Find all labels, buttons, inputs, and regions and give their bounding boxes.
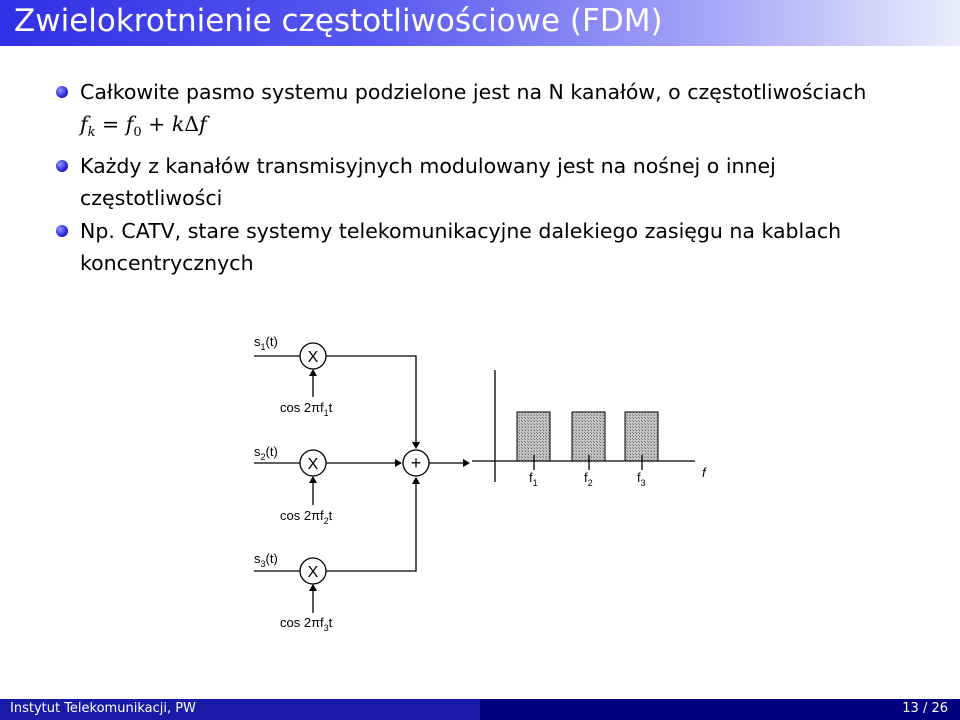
path-mult3-to-adder [326,481,416,571]
arrowhead-mult2-to-adder [395,459,402,467]
footer-right-panel [480,699,960,720]
formula-k-subscript: k [87,125,96,141]
path-mult1-to-adder [326,356,416,445]
channel-band-2 [572,412,605,461]
footer-institution: Instytut Telekomunikacji, PW [10,701,196,716]
bullet-3-text-line2: koncentrycznych [80,251,254,276]
freq-tick-label-2: $f_2$ [584,470,593,488]
multiplier-1-symbol: X [307,349,319,366]
adder-symbol: + [410,453,422,473]
freq-tick-label-1: $f_1$ [529,470,538,488]
freq-axis-label: f [702,465,706,480]
bullet-1-text: Całkowite pasmo systemu podzielone jest na N kanałów, o częstotliwościach [80,80,867,104]
carrier-arrowhead-2 [309,476,317,483]
channel-band-1 [517,412,550,461]
formula-f: f [80,112,88,136]
slide-title: Zwielokrotnienie częstotliwościowe (FDM) [14,3,663,39]
footer [0,699,960,720]
arrowhead-mult3-to-adder [412,477,420,484]
multiplier-3-symbol: X [307,564,319,581]
bullet-2-text-line2: częstotliwości [80,186,223,211]
carrier-arrowhead-3 [309,584,317,591]
formula-f0: f [125,112,134,136]
bullet-item-1 [56,76,936,149]
channel-band-3 [625,412,658,461]
bullet-3-text-line1: Np. CATV, stare systemy telekomunikacyjne dalekiego zasięgu na kablach [80,219,842,244]
fdm-diagram [240,325,720,635]
formula-delta: Δ [184,112,200,136]
signal-label-2: $s_2(t)$ [254,444,278,462]
bullet-icon [56,86,68,98]
carrier-label-3: $\cos 2\pi f_3t$ [280,615,333,633]
freq-tick-label-3: $f_3$ [637,470,646,488]
bullet-icon [56,225,68,237]
signal-label-1: $s_1(t)$ [254,334,278,352]
bullet-list [56,76,936,280]
carrier-label-2: $\cos 2\pi f_2t$ [280,508,333,526]
footer-page-number: 13 / 26 [902,701,948,716]
bullet-icon [56,160,68,172]
bullet-item-2 [56,150,936,214]
formula-zero-subscript: 0 [133,125,142,141]
bullet-2-text-line1: Każdy z kanałów transmisyjnych modulowany jest na nośnej o innej [80,154,776,179]
carrier-label-1: $\cos 2\pi f_1t$ [280,400,333,418]
footer-left-panel [0,699,480,720]
formula-f2: f [199,112,207,136]
formula-plus: + [148,112,166,136]
multiplier-2-symbol: X [307,456,319,473]
adder-output-arrowhead [463,459,470,467]
formula-k: k [171,112,185,136]
bullet-item-3 [56,215,936,279]
title-bar [0,0,960,46]
bullet-1-formula [80,112,207,141]
signal-label-3: $s_3(t)$ [254,551,278,569]
arrowhead-mult1-to-adder [412,442,420,449]
carrier-arrowhead-1 [309,369,317,376]
formula-equals: = [102,112,120,136]
